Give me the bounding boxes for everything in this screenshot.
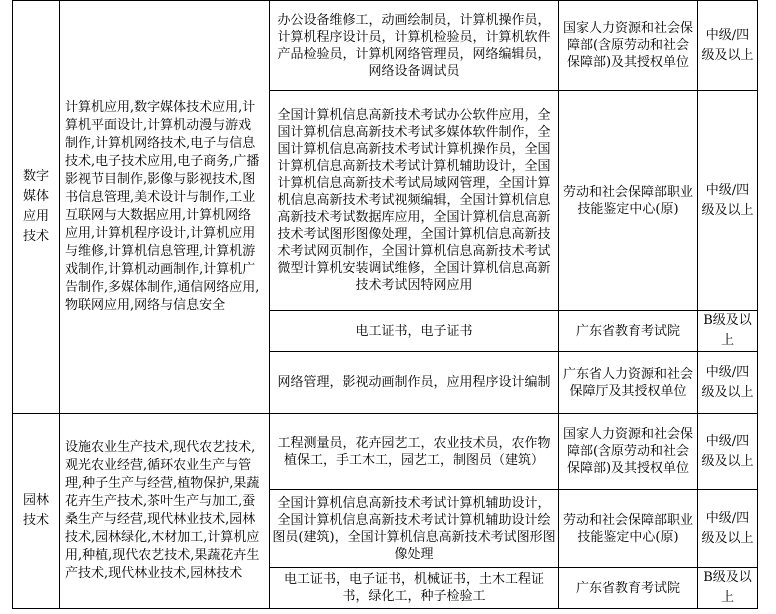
issuer-cell: 广东省教育考试院 xyxy=(559,568,698,609)
certificate-content: 全国计算机信息高新技术考试办公软件应用，全国计算机信息高新技术考试多媒体软件制作，全国计算机信息高新技术考试计算机操作员，全国计算机信息高新技术考试计算机辅助设计，全国计算机信息高新技术考试局域网管理，全国计算机信息高新技术考试视频编辑，全国计算机信息高新技术考试数据库应用，全国计算机信息高新技术考试图形图像处理，全国计算机信息高新技术考试网页制作，全国计算机信息高新技术考试微型计算机安装调试维修，全国计算机信息高新技术考试因特网应用 xyxy=(270,91,559,311)
level-cell: 中级/四级及以上 xyxy=(698,1,758,91)
level-cell: 中级/四级及以上 xyxy=(698,414,758,490)
certificate-content: 网络管理，影视动画制作员，应用程序设计编制 xyxy=(270,352,559,414)
table-row xyxy=(13,414,758,490)
level-cell: B级及以上 xyxy=(698,311,758,352)
certificate-content: 电工证书，电子证书，机械证书，土木工程证书，绿化工，种子检验工 xyxy=(270,568,559,609)
issuer-cell: 国家人力资源和社会保障部(含原劳动和社会保障部)及其授权单位 xyxy=(559,414,698,490)
majors-cell: 设施农业生产技术,现代农艺技术,观光农业经营,循环农业生产与管理,种子生产与经营,植物保护,果蔬花卉生产技术,茶叶生产与加工,蚕桑生产与经营,现代林业技术,园林技术,园林绿化,木材加工,计算机应用,种植,现代农艺技术,果蔬花卉生产技术,现代林业技术,园林技术 xyxy=(60,414,270,609)
issuer-cell: 广东省人力资源和社会保障厅及其授权单位 xyxy=(559,352,698,414)
certificate-content: 电工证书，电子证书 xyxy=(270,311,559,352)
table-row xyxy=(13,1,758,91)
certificate-content: 工程测量员，花卉园艺工，农业技术员，农作物植保工，手工木工，园艺工，制图员（建筑） xyxy=(270,414,559,490)
certificate-table xyxy=(12,0,758,609)
level-cell: 中级/四级及以上 xyxy=(698,91,758,311)
level-cell: B级及以上 xyxy=(698,568,758,609)
issuer-cell: 广东省教育考试院 xyxy=(559,311,698,352)
category-cell: 数字媒体应用技术 xyxy=(13,1,60,414)
level-cell: 中级/四级及以上 xyxy=(698,352,758,414)
certificate-content: 全国计算机信息高新技术考试计算机辅助设计，全国计算机信息高新技术考试计算机辅助设计绘图员(建筑)，全国计算机信息高新技术考试图形图像处理 xyxy=(270,490,559,568)
issuer-cell: 劳动和社会保障部职业技能鉴定中心(原) xyxy=(559,490,698,568)
majors-cell: 计算机应用,数字媒体技术应用,计算机平面设计,计算机动漫与游戏制作,计算机网络技术,电子与信息技术,电子技术应用,电子商务,广播影视节目制作,影像与影视技术,图书信息管理,美术设计与制作,工业互联网与大数据应用,计算机网络应用,计算机程序设计,计算机应用与维修,计算机信息管理,计算机游戏制作,计算机动画制作,计算机广告制作,多媒体制作,通信网络应用,物联网应用,网络与信息安全 xyxy=(60,1,270,414)
certificate-content: 办公设备维修工，动画绘制员，计算机操作员，计算机程序设计员，计算机检验员，计算机软件产品检验员，计算机网络管理员，网络编辑员，网络设备调试员 xyxy=(270,1,559,91)
issuer-cell: 国家人力资源和社会保障部(含原劳动和社会保障部)及其授权单位 xyxy=(559,1,698,91)
issuer-cell: 劳动和社会保障部职业技能鉴定中心(原) xyxy=(559,91,698,311)
level-cell: 中级/四级及以上 xyxy=(698,490,758,568)
category-cell: 园林技术 xyxy=(13,414,60,609)
